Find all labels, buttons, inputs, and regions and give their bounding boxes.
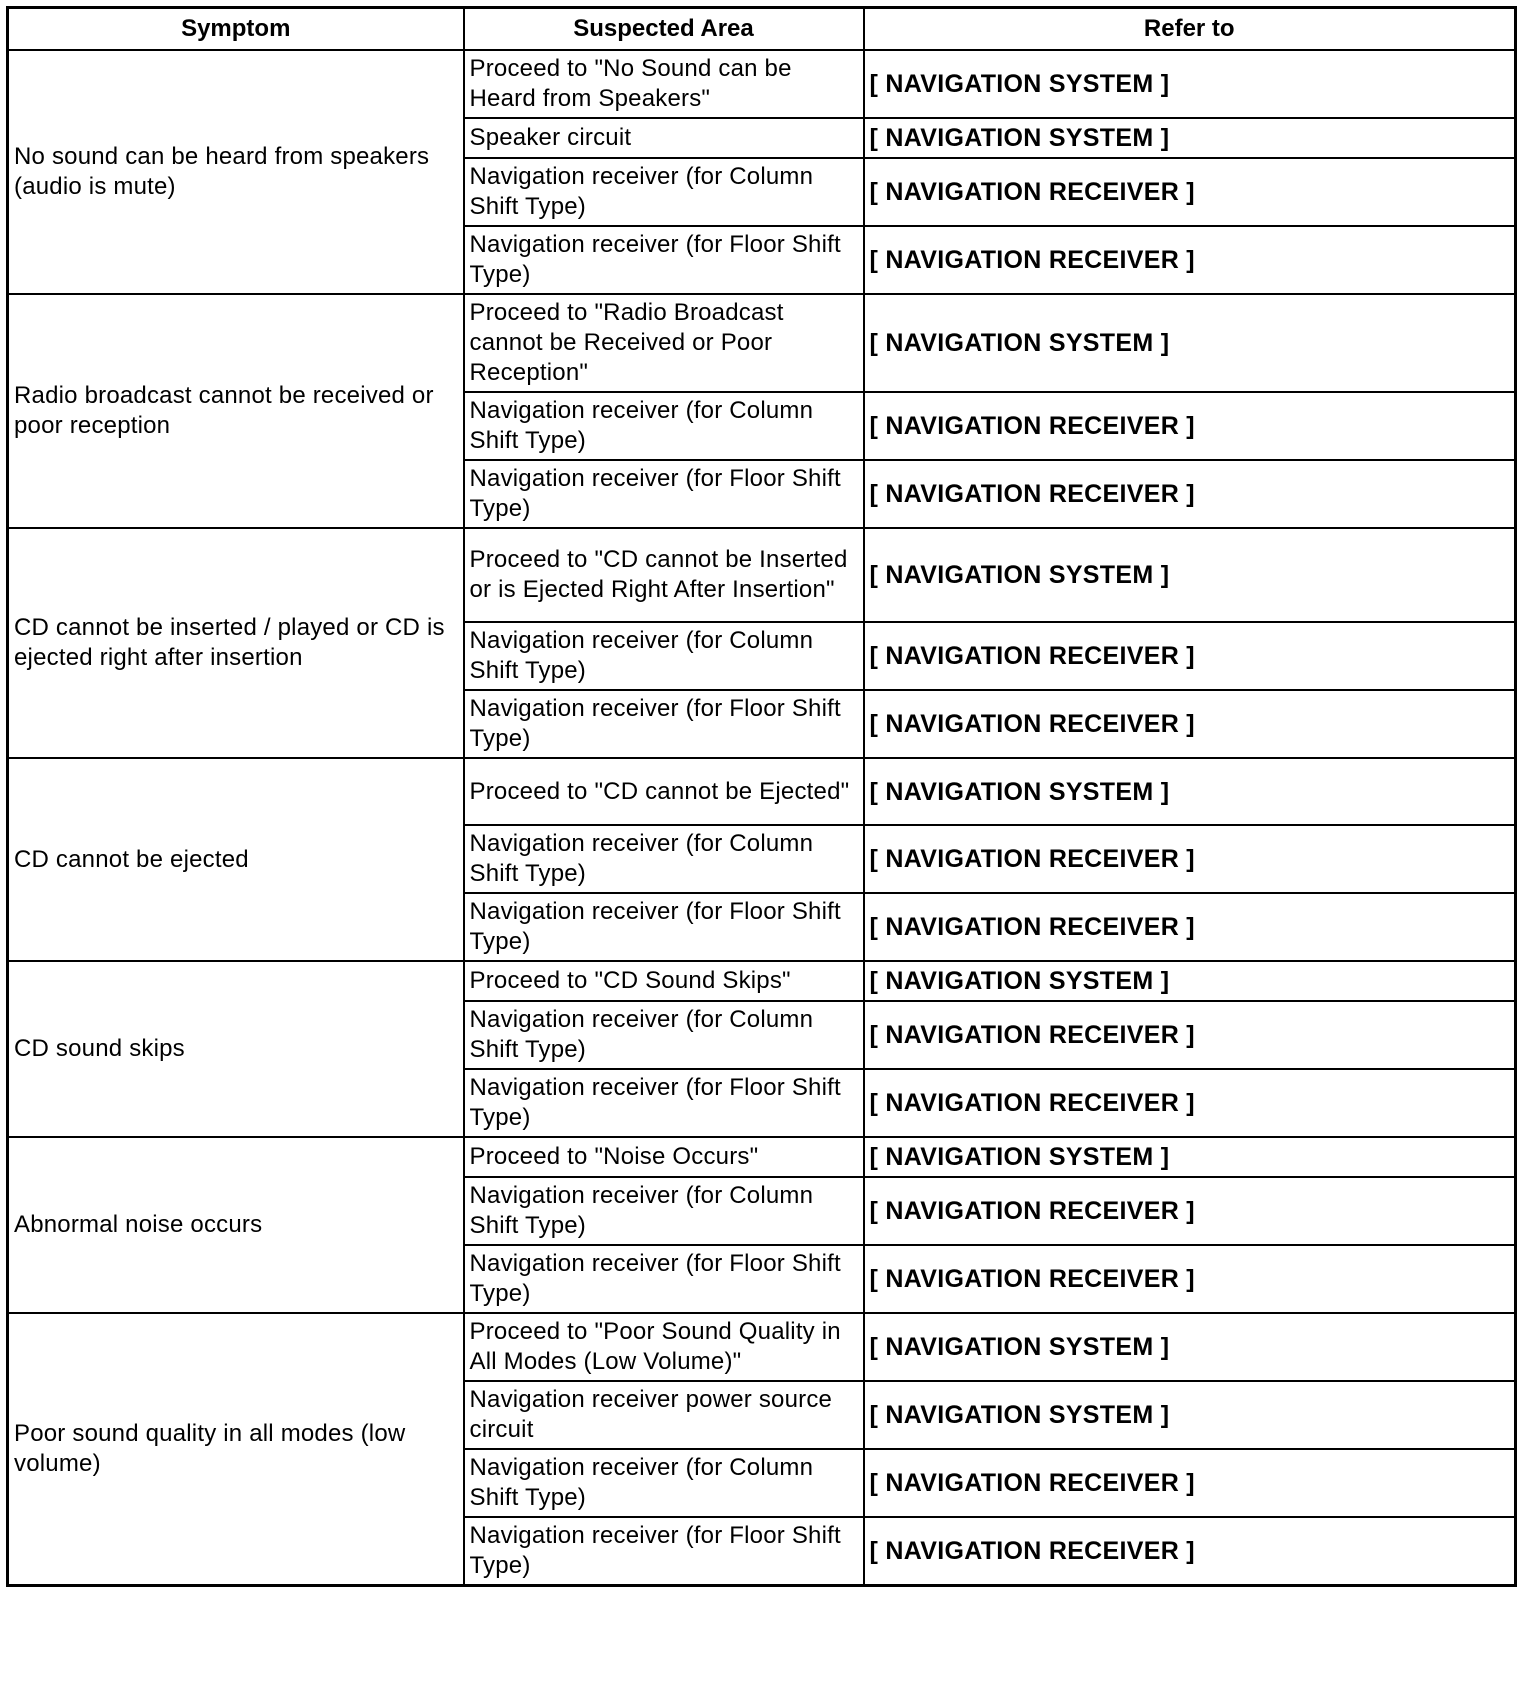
table-row (8, 294, 1516, 392)
refer-to-link[interactable]: [ NAVIGATION RECEIVER ] (864, 690, 1516, 758)
suspected-area-cell: Navigation receiver (for Column Shift Type) (464, 622, 864, 690)
suspected-area-cell: Proceed to "No Sound can be Heard from Speakers" (464, 50, 864, 118)
suspected-area-cell: Navigation receiver (for Floor Shift Type) (464, 226, 864, 294)
suspected-area-cell: Navigation receiver (for Floor Shift Type) (464, 893, 864, 961)
symptom-cell: No sound can be heard from speakers (audio is mute) (8, 50, 464, 294)
refer-to-link[interactable]: [ NAVIGATION RECEIVER ] (864, 226, 1516, 294)
suspected-area-cell: Navigation receiver (for Column Shift Type) (464, 825, 864, 893)
suspected-area-cell: Proceed to "CD cannot be Inserted or is Ejected Right After Insertion" (464, 528, 864, 622)
suspected-area-cell: Navigation receiver (for Column Shift Type) (464, 1449, 864, 1517)
symptom-cell: CD sound skips (8, 961, 464, 1137)
refer-to-link[interactable]: [ NAVIGATION RECEIVER ] (864, 1449, 1516, 1517)
table-row (8, 50, 1516, 118)
refer-to-link[interactable]: [ NAVIGATION SYSTEM ] (864, 758, 1516, 825)
table-body (8, 50, 1516, 1586)
header-symptom: Symptom (8, 8, 464, 51)
suspected-area-cell: Navigation receiver power source circuit (464, 1381, 864, 1449)
table-row (8, 1313, 1516, 1381)
suspected-area-cell: Proceed to "Poor Sound Quality in All Modes (Low Volume)" (464, 1313, 864, 1381)
symptom-cell: CD cannot be inserted / played or CD is ejected right after insertion (8, 528, 464, 758)
refer-to-link[interactable]: [ NAVIGATION RECEIVER ] (864, 825, 1516, 893)
symptom-cell: Radio broadcast cannot be received or poor reception (8, 294, 464, 528)
refer-to-link[interactable]: [ NAVIGATION RECEIVER ] (864, 1517, 1516, 1586)
symptom-cell: Poor sound quality in all modes (low volume) (8, 1313, 464, 1586)
table-row (8, 528, 1516, 622)
suspected-area-cell: Navigation receiver (for Floor Shift Type) (464, 1245, 864, 1313)
suspected-area-cell: Navigation receiver (for Column Shift Type) (464, 1001, 864, 1069)
suspected-area-cell: Navigation receiver (for Floor Shift Type) (464, 1517, 864, 1586)
symptom-cell: CD cannot be ejected (8, 758, 464, 961)
refer-to-link[interactable]: [ NAVIGATION RECEIVER ] (864, 1001, 1516, 1069)
refer-to-link[interactable]: [ NAVIGATION SYSTEM ] (864, 294, 1516, 392)
header-row (8, 8, 1516, 51)
refer-to-link[interactable]: [ NAVIGATION SYSTEM ] (864, 1137, 1516, 1177)
suspected-area-cell: Navigation receiver (for Floor Shift Type) (464, 460, 864, 528)
refer-to-link[interactable]: [ NAVIGATION RECEIVER ] (864, 1177, 1516, 1245)
refer-to-link[interactable]: [ NAVIGATION SYSTEM ] (864, 50, 1516, 118)
header-suspected-area: Suspected Area (464, 8, 864, 51)
suspected-area-cell: Navigation receiver (for Column Shift Type) (464, 158, 864, 226)
problem-symptoms-table (6, 6, 1517, 1587)
refer-to-link[interactable]: [ NAVIGATION SYSTEM ] (864, 118, 1516, 158)
suspected-area-cell: Navigation receiver (for Floor Shift Type) (464, 690, 864, 758)
suspected-area-cell: Proceed to "Noise Occurs" (464, 1137, 864, 1177)
refer-to-link[interactable]: [ NAVIGATION SYSTEM ] (864, 1313, 1516, 1381)
table-row (8, 1137, 1516, 1177)
suspected-area-cell: Navigation receiver (for Column Shift Type) (464, 1177, 864, 1245)
suspected-area-cell: Proceed to "Radio Broadcast cannot be Received or Poor Reception" (464, 294, 864, 392)
refer-to-link[interactable]: [ NAVIGATION RECEIVER ] (864, 893, 1516, 961)
refer-to-link[interactable]: [ NAVIGATION SYSTEM ] (864, 528, 1516, 622)
suspected-area-cell: Proceed to "CD cannot be Ejected" (464, 758, 864, 825)
refer-to-link[interactable]: [ NAVIGATION RECEIVER ] (864, 460, 1516, 528)
table-row (8, 758, 1516, 825)
refer-to-link[interactable]: [ NAVIGATION RECEIVER ] (864, 622, 1516, 690)
suspected-area-cell: Speaker circuit (464, 118, 864, 158)
table-row (8, 961, 1516, 1001)
suspected-area-cell: Navigation receiver (for Column Shift Type) (464, 392, 864, 460)
suspected-area-cell: Navigation receiver (for Floor Shift Type) (464, 1069, 864, 1137)
refer-to-link[interactable]: [ NAVIGATION RECEIVER ] (864, 158, 1516, 226)
refer-to-link[interactable]: [ NAVIGATION RECEIVER ] (864, 1245, 1516, 1313)
header-refer-to: Refer to (864, 8, 1516, 51)
refer-to-link[interactable]: [ NAVIGATION RECEIVER ] (864, 392, 1516, 460)
refer-to-link[interactable]: [ NAVIGATION SYSTEM ] (864, 1381, 1516, 1449)
symptom-cell: Abnormal noise occurs (8, 1137, 464, 1313)
refer-to-link[interactable]: [ NAVIGATION RECEIVER ] (864, 1069, 1516, 1137)
refer-to-link[interactable]: [ NAVIGATION SYSTEM ] (864, 961, 1516, 1001)
suspected-area-cell: Proceed to "CD Sound Skips" (464, 961, 864, 1001)
